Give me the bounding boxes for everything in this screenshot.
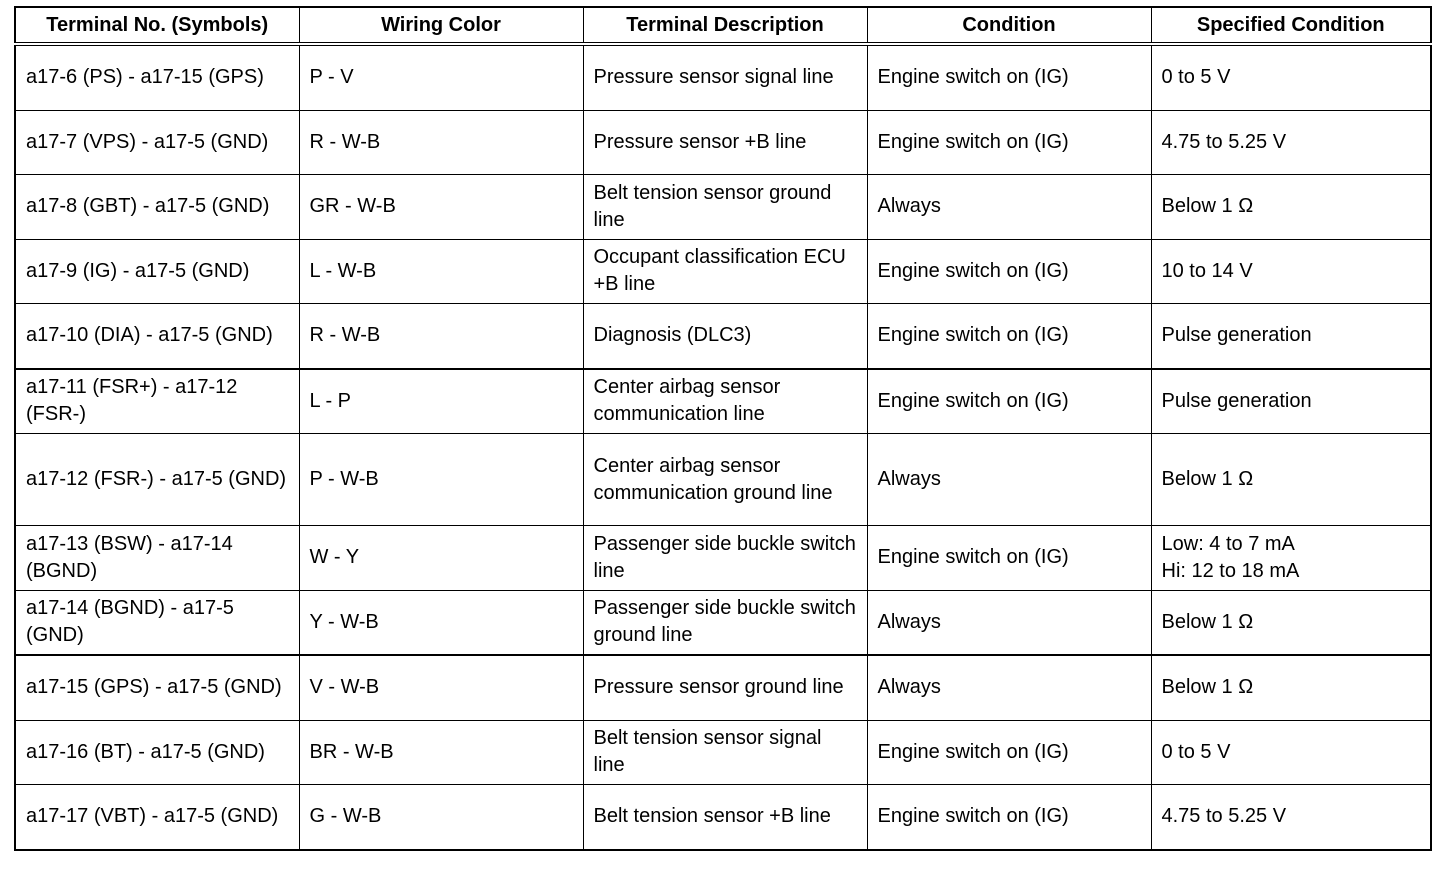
cell-specified-condition: 0 to 5 V [1151, 44, 1431, 110]
cell-condition: Always [867, 655, 1151, 720]
cell-condition: Always [867, 434, 1151, 526]
header-wiring-color: Wiring Color [299, 7, 583, 44]
cell-terminal-no: a17-10 (DIA) - a17-5 (GND) [15, 304, 299, 369]
cell-wiring-color: P - V [299, 44, 583, 110]
header-terminal-description: Terminal Description [583, 7, 867, 44]
cell-terminal-description: Pressure sensor signal line [583, 44, 867, 110]
table-body [15, 44, 1431, 850]
cell-wiring-color: R - W-B [299, 304, 583, 369]
cell-terminal-no: a17-7 (VPS) - a17-5 (GND) [15, 110, 299, 175]
header-specified-condition: Specified Condition [1151, 7, 1431, 44]
cell-terminal-description: Center airbag sensor communication line [583, 369, 867, 434]
cell-condition: Engine switch on (IG) [867, 110, 1151, 175]
cell-specified-condition: Below 1 Ω [1151, 590, 1431, 655]
cell-wiring-color: L - W-B [299, 239, 583, 304]
cell-terminal-description: Passenger side buckle switch line [583, 526, 867, 591]
table-row [15, 175, 1431, 240]
cell-terminal-no: a17-13 (BSW) - a17-14 (BGND) [15, 526, 299, 591]
table-row [15, 44, 1431, 110]
cell-wiring-color: R - W-B [299, 110, 583, 175]
cell-terminal-description: Passenger side buckle switch ground line [583, 590, 867, 655]
cell-specified-condition: 4.75 to 5.25 V [1151, 110, 1431, 175]
cell-terminal-no: a17-14 (BGND) - a17-5 (GND) [15, 590, 299, 655]
header-terminal-no: Terminal No. (Symbols) [15, 7, 299, 44]
table-row [15, 110, 1431, 175]
cell-specified-condition: Below 1 Ω [1151, 434, 1431, 526]
cell-terminal-no: a17-12 (FSR-) - a17-5 (GND) [15, 434, 299, 526]
table-row [15, 526, 1431, 591]
cell-terminal-description: Pressure sensor ground line [583, 655, 867, 720]
terminal-inspection-table [14, 6, 1432, 851]
table-row [15, 590, 1431, 655]
cell-terminal-description: Occupant classification ECU +B line [583, 239, 867, 304]
header-condition: Condition [867, 7, 1151, 44]
cell-wiring-color: L - P [299, 369, 583, 434]
cell-condition: Engine switch on (IG) [867, 785, 1151, 850]
cell-wiring-color: GR - W-B [299, 175, 583, 240]
cell-terminal-no: a17-11 (FSR+) - a17-12 (FSR-) [15, 369, 299, 434]
cell-condition: Engine switch on (IG) [867, 239, 1151, 304]
cell-wiring-color: G - W-B [299, 785, 583, 850]
cell-specified-condition: Pulse generation [1151, 304, 1431, 369]
cell-terminal-no: a17-15 (GPS) - a17-5 (GND) [15, 655, 299, 720]
cell-terminal-no: a17-16 (BT) - a17-5 (GND) [15, 720, 299, 785]
cell-wiring-color: P - W-B [299, 434, 583, 526]
cell-terminal-no: a17-6 (PS) - a17-15 (GPS) [15, 44, 299, 110]
cell-wiring-color: BR - W-B [299, 720, 583, 785]
cell-specified-condition: Below 1 Ω [1151, 655, 1431, 720]
cell-condition: Always [867, 175, 1151, 240]
cell-terminal-no: a17-9 (IG) - a17-5 (GND) [15, 239, 299, 304]
table-row [15, 434, 1431, 526]
cell-specified-condition: 0 to 5 V [1151, 720, 1431, 785]
cell-terminal-no: a17-8 (GBT) - a17-5 (GND) [15, 175, 299, 240]
cell-terminal-description: Diagnosis (DLC3) [583, 304, 867, 369]
cell-condition: Engine switch on (IG) [867, 304, 1151, 369]
cell-specified-condition: Below 1 Ω [1151, 175, 1431, 240]
cell-terminal-no: a17-17 (VBT) - a17-5 (GND) [15, 785, 299, 850]
cell-specified-condition: Pulse generation [1151, 369, 1431, 434]
table-row [15, 720, 1431, 785]
cell-terminal-description: Pressure sensor +B line [583, 110, 867, 175]
cell-condition: Engine switch on (IG) [867, 720, 1151, 785]
cell-condition: Always [867, 590, 1151, 655]
cell-terminal-description: Belt tension sensor ground line [583, 175, 867, 240]
table-header-row [15, 7, 1431, 44]
table-row [15, 369, 1431, 434]
table-row [15, 304, 1431, 369]
cell-specified-condition: Low: 4 to 7 mA Hi: 12 to 18 mA [1151, 526, 1431, 591]
table-row [15, 655, 1431, 720]
cell-condition: Engine switch on (IG) [867, 526, 1151, 591]
terminal-inspection-table-container [14, 6, 1430, 851]
table-row [15, 785, 1431, 850]
cell-terminal-description: Belt tension sensor +B line [583, 785, 867, 850]
cell-terminal-description: Center airbag sensor communication ground line [583, 434, 867, 526]
table-row [15, 239, 1431, 304]
cell-specified-condition: 4.75 to 5.25 V [1151, 785, 1431, 850]
cell-terminal-description: Belt tension sensor signal line [583, 720, 867, 785]
cell-wiring-color: W - Y [299, 526, 583, 591]
cell-specified-condition: 10 to 14 V [1151, 239, 1431, 304]
cell-wiring-color: V - W-B [299, 655, 583, 720]
cell-condition: Engine switch on (IG) [867, 44, 1151, 110]
cell-wiring-color: Y - W-B [299, 590, 583, 655]
cell-condition: Engine switch on (IG) [867, 369, 1151, 434]
